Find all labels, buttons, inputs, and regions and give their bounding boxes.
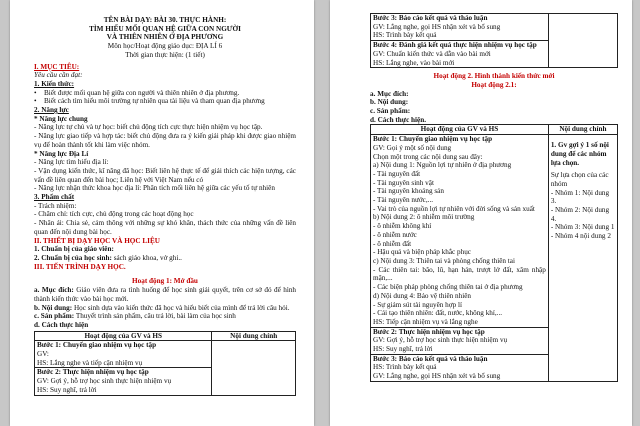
table-cell: Bước 3: Báo cáo kết quả và thảo luận GV: Lắng nghe, gọi HS nhận xét và bổ sung HS: Trình bày kết quả bbox=[371, 14, 549, 41]
table-header: Hoạt động của GV và HS bbox=[371, 125, 549, 135]
activity2-heading: Hoạt động 2. Hình thành kiến thức mới bbox=[433, 72, 555, 81]
table-cell: Bước 2: Thực hiện nhiệm vụ học tập GV: Gợi ý, hỗ trợ học sinh thực hiện nhiệm vụ HS: Suy nghĩ, trả lời bbox=[371, 327, 549, 354]
knowledge-heading: 1. Kiến thức: bbox=[34, 79, 75, 88]
document-page-left bbox=[10, 0, 314, 426]
quality-item: - Chăm chỉ: tích cực, chủ động trong các hoạt động học bbox=[34, 210, 194, 219]
activity1-table bbox=[34, 331, 296, 396]
activity2-table bbox=[370, 124, 618, 381]
lesson-title-line1: TÊN BÀI DẠY: BÀI 30. THỰC HÀNH: bbox=[103, 16, 227, 24]
table-cell: 1. Gv gợi ý 1 số nội dung để các nhóm lựa chọn. Sự lựa chọn của các nhóm - Nhóm 1: Nội dung 3. - Nhóm 2: Nội dung 4. - Nhóm 3: Nội dung 1 - Nhóm 4 nội dung 2 bbox=[548, 135, 617, 382]
product-line: c. Sản phẩm: Thuyết trình sản phẩm, câu trả lời, bài làm của học sinh bbox=[34, 312, 236, 321]
procedure-heading: d. Cách thực hiện bbox=[34, 320, 89, 329]
general-competency-heading: * Năng lực chung bbox=[34, 114, 88, 123]
product-line: c. Sản phẩm: bbox=[370, 107, 411, 116]
quality-item: - Nhân ái: Chia sẻ, cảm thông với những sự khó khăn, thách thức của những vấn đề liên quan đến nội dung bài học. bbox=[34, 219, 296, 236]
table-cell: Bước 4: Đánh giá kết quả thực hiện nhiệm vụ học tập GV: Chuẩn kiến thức và dẫn vào bài mới HS: Lắng nghe, vào bài mới bbox=[371, 41, 549, 68]
activity2-1-heading: Hoạt động 2.1: bbox=[471, 80, 517, 89]
competency-item: - Năng lực tự chủ và tự học: biết chủ động tích cực thực hiện nhiệm vụ học tập. bbox=[34, 123, 263, 132]
table-cell bbox=[212, 341, 296, 395]
procedure-heading: d. Cách thực hiện. bbox=[370, 115, 427, 124]
table-cell: Bước 2: Thực hiện nhiệm vụ học tập GV: Gợi ý, hỗ trợ học sinh thực hiện nhiệm vụ HS: Suy nghĩ, trả lời bbox=[35, 368, 212, 395]
activity1-table-continued bbox=[370, 13, 618, 68]
section-process-heading: III. TIẾN TRÌNH DẠY HỌC. bbox=[34, 262, 126, 271]
subject-line: Môn học/Hoạt động giáo dục: ĐỊA LÍ 6 bbox=[107, 42, 223, 51]
content-line: b. Nội dung: Học sinh dựa vào kiến thức đã học và hiểu biết của mình để trả lời câu hỏi. bbox=[34, 303, 290, 312]
qualities-heading: 3. Phẩm chất bbox=[34, 193, 75, 202]
knowledge-item: • Biết được mối quan hệ giữa con người và thiên nhiên ở địa phương. bbox=[34, 89, 296, 98]
table-cell bbox=[548, 14, 617, 68]
page-content-left bbox=[34, 16, 296, 396]
purpose-line: a. Mục đích: Giáo viên đưa ra tình huống để học sinh giải quyết, trên cơ sở đó để hình thành kiến thức vào bài học mới. bbox=[34, 286, 297, 303]
duration-line: Thời gian thực hiện: (1 tiết) bbox=[125, 50, 205, 59]
table-cell: Bước 1: Chuyển giao nhiệm vụ học tập GV: Gọi ý một số nội dung Chọn một trong các nội dung sau đây: a) Nội dung 1: Nguồn lợi tự nhiên ở địa phương - Tài nguyên đất - Tài nguyên sinh vật - Tài nguyên khoáng sản - Tài nguyên nước,... - Vai trò của nguồn lợi tự nhiên với đời sống và sản xuất b) Nội dung 2: ô nhiễm môi trường - ô nhiễm không khí - ô nhiễm nước - ô nhiễm đất - Hậu quả và biện pháp khắc phục c) Nội dung 3: Thiên tai và phòng chống thiên tai - Các thiên tai: bão, lũ, hạn hán, trượt lở đất, xâm nhập mặn,... - Các biện pháp phòng chống thiên tai ở địa phương d) Nội dung 4: Bảo vệ thiên nhiên - Sự giảm sút tài nguyên hợp lí - Cải tạo thiên nhiên: đất, nước, không khí,... HS: Tiếp cận nhiệm vụ và lắng nghe bbox=[371, 135, 549, 327]
section-equipment-heading: II. THIẾT BỊ DẠY HỌC VÀ HỌC LIỆU bbox=[34, 236, 160, 245]
competency-item: - Năng lực nhận thức khoa học địa lí: Phân tích mối liên hệ giữa các yếu tố tự nhiên bbox=[34, 184, 275, 193]
lesson-title-line3: VÀ THIÊN NHIÊN Ở ĐỊA PHƯƠNG bbox=[106, 33, 224, 42]
teacher-prep: 1. Chuẩn bị của giáo viên: bbox=[34, 245, 114, 254]
activity1-heading: Hoạt động 1: Mở đầu bbox=[132, 277, 198, 286]
table-cell: Bước 3: Báo cáo kết quả và thảo luận HS: Trình bày kết quả GV: Lắng nghe, gọi HS nhận xét và bổ sung bbox=[371, 354, 549, 381]
competency-item: - Vận dụng kiến thức, kĩ năng đã học: Biết liên hệ thực tế để giải thích các hiện tượng, các vấn đề liên quan đến bài học; Liên hệ với Việt Nam nếu có bbox=[34, 166, 296, 184]
student-prep: 2. Chuẩn bị của học sinh: sách giáo khoa, vở ghi.. bbox=[34, 253, 182, 262]
content-line: b. Nội dung: bbox=[370, 98, 409, 107]
competency-item: - Năng lực giao tiếp và hợp tác: biết chủ động đưa ra ý kiến giải pháp khi được giao nhiệm vụ để hoàn thành tốt khi làm việc nhóm. bbox=[34, 132, 296, 149]
competency-item: - Năng lực tìm hiểu địa lí: bbox=[34, 158, 109, 167]
lesson-title-line2: TÌM HIỂU MỐI QUAN HỆ GIỮA CON NGƯỜI bbox=[89, 24, 241, 33]
section-objectives-heading: I. MỤC TIÊU: bbox=[34, 62, 80, 71]
document-page-right bbox=[330, 0, 632, 426]
table-header: Hoạt động của GV và HS bbox=[35, 331, 212, 341]
geography-competency-heading: * Năng lực Địa Lí bbox=[34, 149, 89, 158]
table-cell: Bước 1: Chuyển giao nhiệm vụ học tập GV: HS: Lắng nghe và tiếp cận nhiệm vụ bbox=[35, 341, 212, 368]
knowledge-item: • Biết cách tìm hiểu môi trường tự nhiên qua tài liệu và tham quan địa phương bbox=[34, 97, 296, 106]
competency-heading: 2. Năng lực bbox=[34, 106, 69, 115]
purpose-line: a. Mục đích: bbox=[370, 89, 409, 98]
table-header: Nội dung chính bbox=[212, 331, 296, 341]
objectives-subheading: Yêu cầu cần đạt: bbox=[34, 71, 83, 80]
table-header: Nội dung chính bbox=[548, 125, 617, 135]
page-content-right bbox=[370, 13, 618, 382]
quality-item: - Trách nhiệm: bbox=[34, 201, 77, 210]
